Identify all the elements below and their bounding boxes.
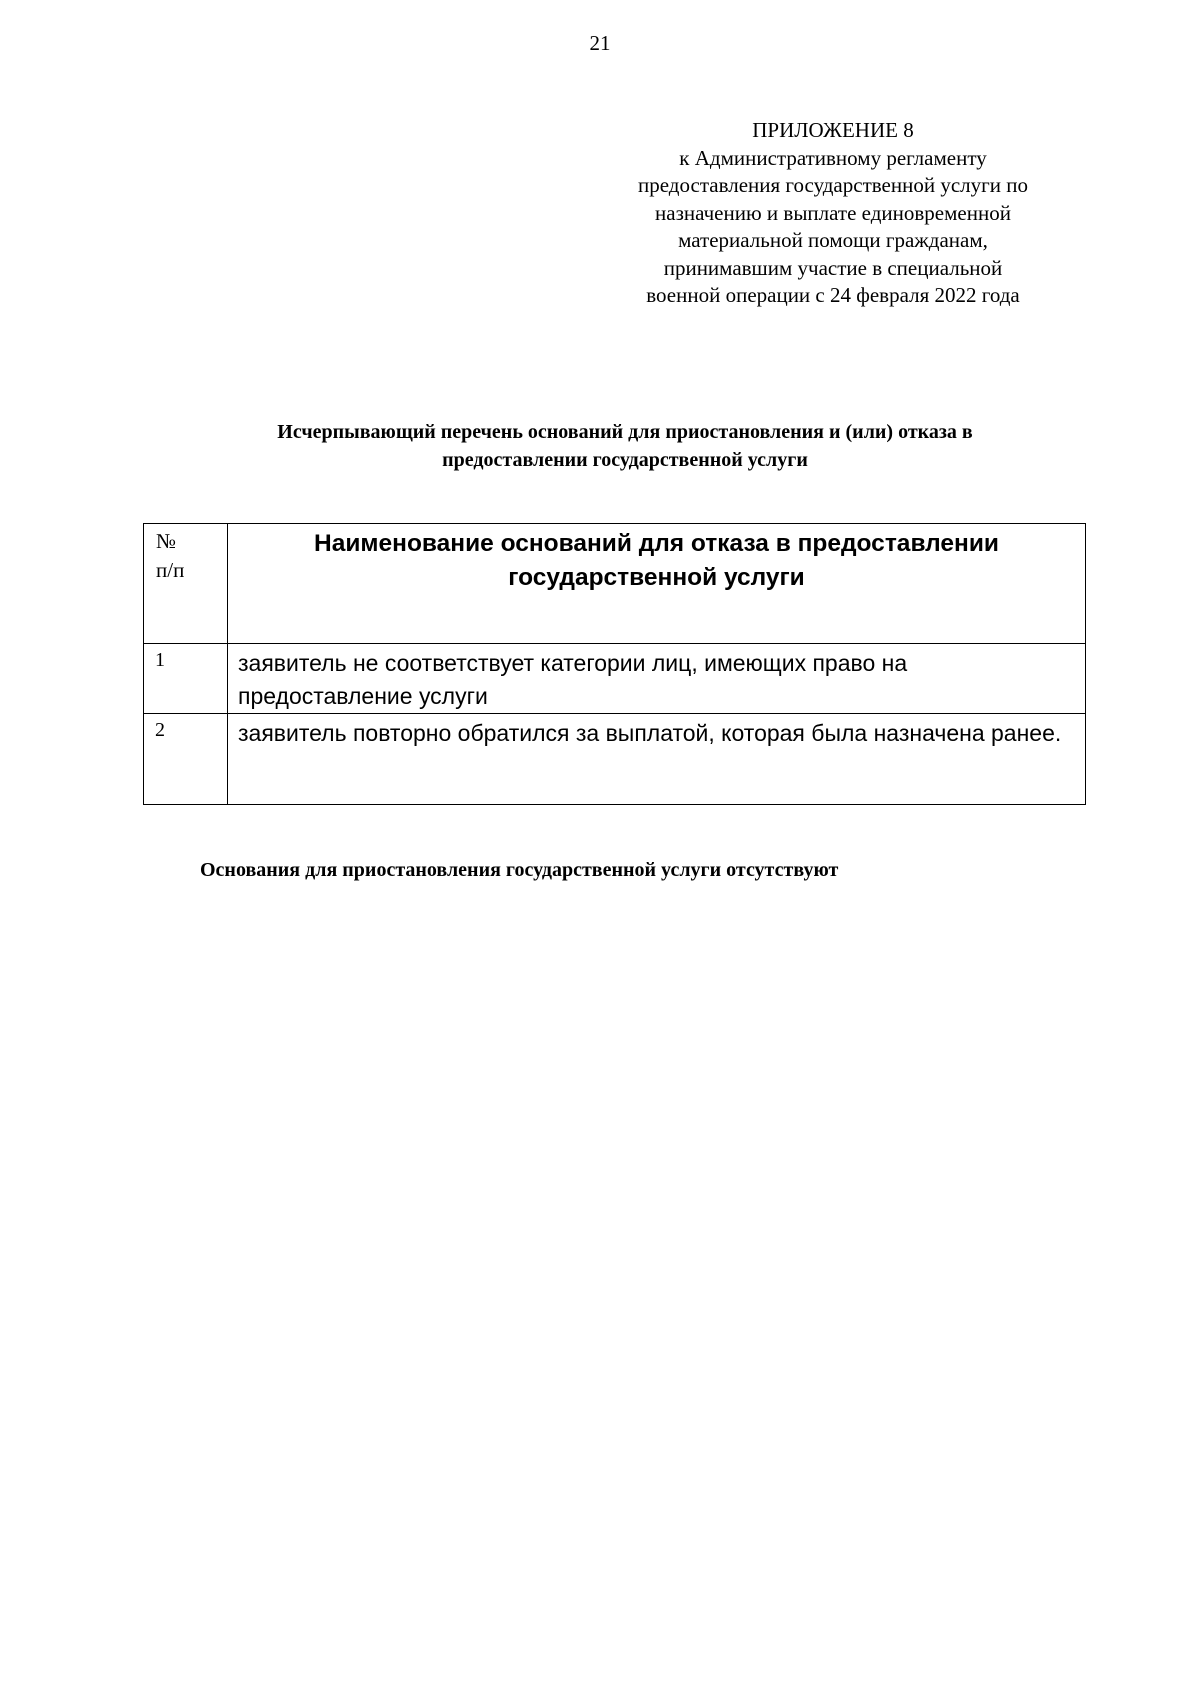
header-number-abbr: п/п xyxy=(156,558,185,582)
table-row xyxy=(144,714,1086,805)
document-title-line: предоставлении государственной услуги xyxy=(442,449,808,471)
header-number-cell xyxy=(144,524,228,644)
appendix-line: предоставления государственной услуги по xyxy=(638,173,1028,197)
appendix-line: назначению и выплате единовременной xyxy=(655,200,1011,225)
appendix-line: принимавшим участие в специальной xyxy=(663,255,1003,280)
row-number: 1 xyxy=(144,644,228,714)
suspension-note: Основания для приостановления государственной услуги отсутствуют xyxy=(200,859,839,881)
row-ground-text: заявитель повторно обратился за выплатой, которая была назначена ранее. xyxy=(228,714,1086,805)
appendix-line: материальной помощи гражданам, xyxy=(678,228,988,252)
page-number: 21 xyxy=(589,31,611,55)
appendix-line: к Административному регламенту xyxy=(679,145,987,170)
appendix-line: военной операции с 24 февраля 2022 года xyxy=(646,283,1020,307)
appendix-title: ПРИЛОЖЕНИЕ 8 xyxy=(752,118,914,142)
refusal-grounds-table xyxy=(143,523,1086,805)
header-number-symbol: № xyxy=(156,529,177,553)
table-header-row xyxy=(144,524,1086,644)
header-name-line: Наименование оснований для отказа в предоставлении xyxy=(314,530,999,557)
header-name-line: государственной услуги xyxy=(508,564,805,591)
table-row xyxy=(144,644,1086,714)
document-title xyxy=(150,418,1100,474)
document-title-line: Исчерпывающий перечень оснований для приостановления и (или) отказа в xyxy=(277,421,973,443)
row-number: 2 xyxy=(144,714,228,805)
appendix-header xyxy=(600,117,1066,310)
header-name-cell xyxy=(228,524,1086,644)
row-ground-text: заявитель не соответствует категории лиц, имеющих право на предоставление услуги xyxy=(228,644,1086,714)
